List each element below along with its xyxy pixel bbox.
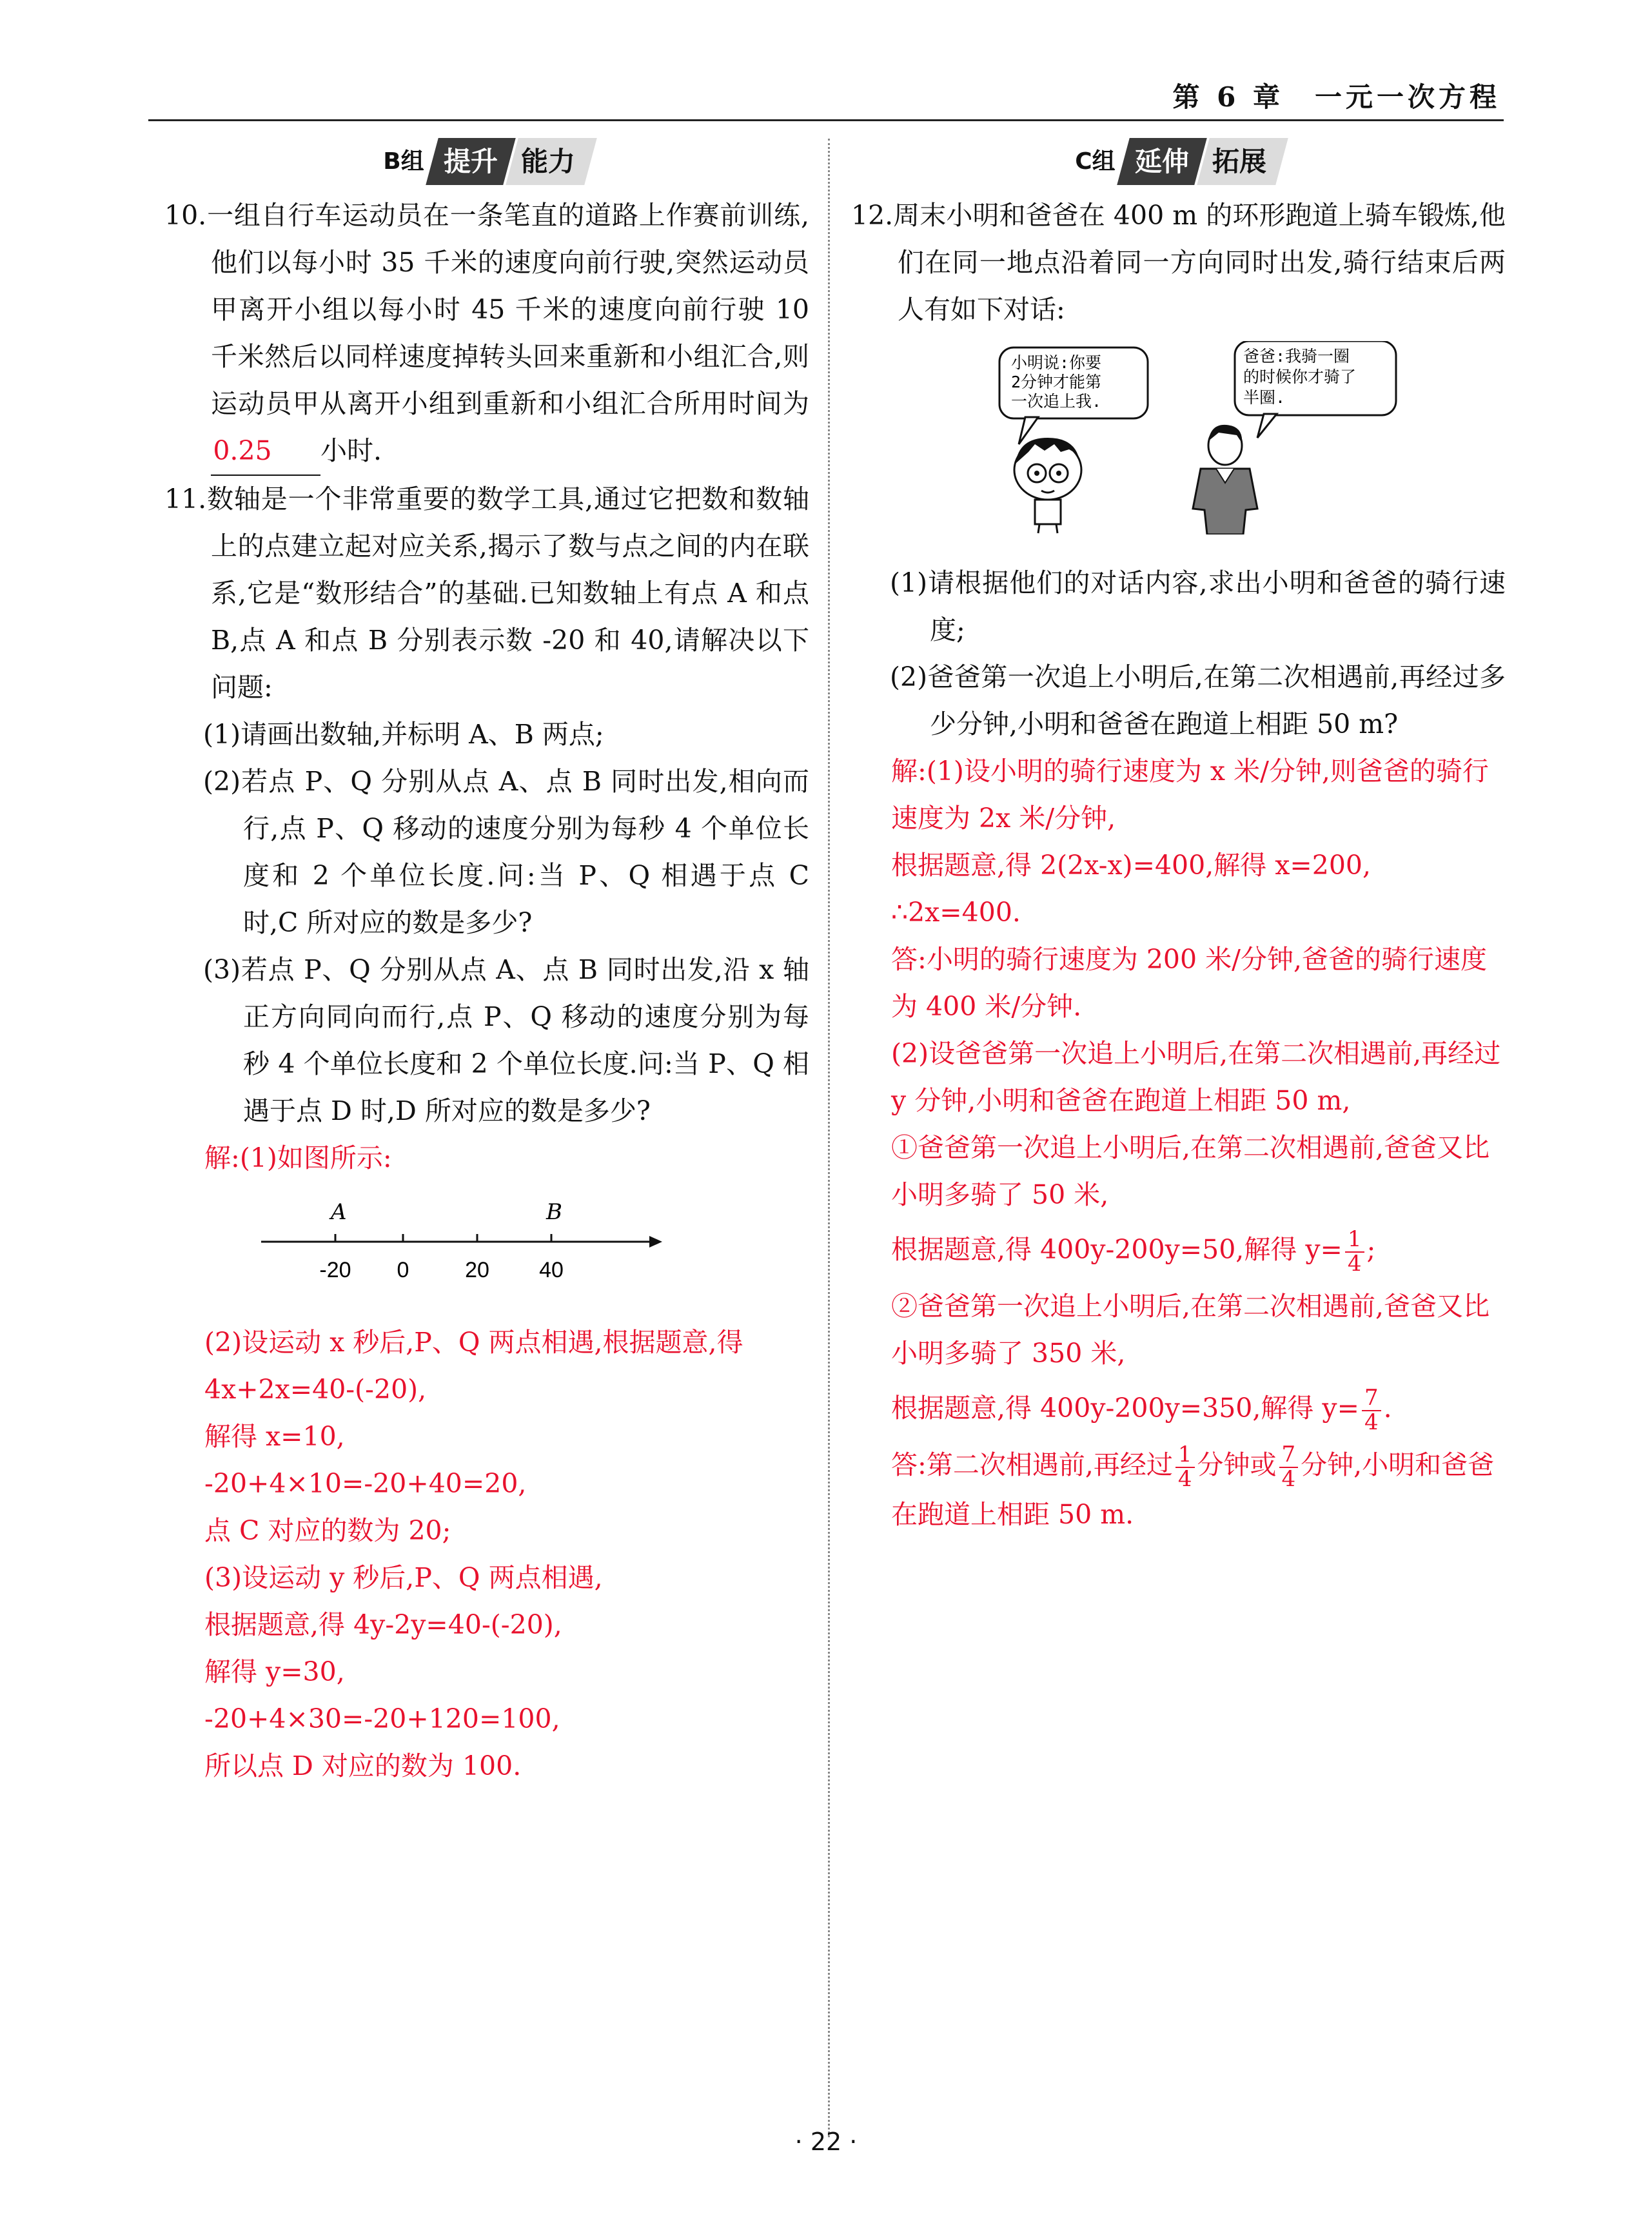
cartoon-svg [993, 341, 1406, 534]
tick-label: -20 [319, 1258, 351, 1282]
bubble2-line: 半圈. [1243, 388, 1286, 407]
question-11: 11.数轴是一个非常重要的数学工具,通过它把数和数轴上的点建立起对应关系,揭示了数与点之间的内在联系,它是“数形结合”的基础.已知数轴上有点 A 和点 B,点 A 和点 B 分别表示数 -20 和 40,请解决以下问题: [164, 484, 809, 703]
solution-12-a4: 答:小明的骑行速度为 200 米/分钟,爸爸的骑行速度为 400 米/分钟. [891, 944, 1487, 1022]
solution-11-step-2a: (2)设运动 x 秒后,P、Q 两点相遇,根据题意,得 4x+2x=40-(-20), [204, 1327, 743, 1405]
solution-11-step-3e: 所以点 D 对应的数为 100. [204, 1750, 522, 1781]
bubble2-line: 的时候你才骑了 [1243, 367, 1357, 386]
equation-text: 根据题意,得 400y-200y=50,解得 y= [891, 1234, 1342, 1265]
fraction: $\frac{1}{4}$ [1175, 1444, 1195, 1491]
conclusion-text: 分钟或 [1197, 1449, 1277, 1481]
question-12-part-2: (2)爸爸第一次追上小明后,在第二次相遇前,再经过多少分钟,小明和爸爸在跑道上相距 50 m? [890, 661, 1506, 739]
conclusion-text: 分钟,小明和爸爸在跑道上相距 50 m. [891, 1449, 1495, 1530]
fraction: $\frac{7}{4}$ [1279, 1444, 1299, 1491]
banner-dark-label: 提升 [426, 138, 516, 185]
solution-11-step-3d: -20+4×30=-20+120=100, [204, 1703, 560, 1734]
axis-arrow-icon [649, 1236, 662, 1248]
solution-12-b3 [891, 1226, 1506, 1275]
question-10-suffix: 小时. [320, 435, 382, 466]
question-12-part-1: (1)请根据他们的对话内容,求出小明和爸爸的骑行速度; [890, 567, 1506, 645]
question-11-part-3: (3)若点 P、Q 分别从点 A、点 B 同时出发,沿 x 轴正方向同向而行,点 P、Q 移动的速度分别为每秒 4 个单位长度和 2 个单位长度.问:当 P、Q 相遇于点 D 时,D 所对应的数是多少? [203, 954, 809, 1126]
equation-end: ; [1366, 1234, 1376, 1265]
banner-light-label: 拓展 [1197, 138, 1288, 185]
fraction: $\frac{1}{4}$ [1345, 1228, 1364, 1275]
solution-11-step-2b: 解得 x=10, [204, 1421, 345, 1452]
solution-12-a3: ∴2x=400. [891, 897, 1021, 928]
bubble1-line: 小明说:你要 [1011, 353, 1102, 372]
page-number: · 22 · [794, 2128, 858, 2156]
banner-dark-label: 延伸 [1117, 138, 1207, 185]
solution-11-step-1: 解:(1)如图所示: [204, 1142, 392, 1173]
answer-blank: 0.25 [211, 427, 320, 476]
column-divider [828, 139, 830, 2137]
point-a-label: A [331, 1199, 347, 1225]
conclusion-text: 答:第二次相遇前,再经过 [891, 1449, 1173, 1481]
tick-label: 40 [539, 1258, 564, 1282]
number-line-diagram [255, 1193, 809, 1305]
solution-12-conclusion [891, 1442, 1506, 1538]
tick-label: 20 [465, 1258, 489, 1282]
equation-text: 根据题意,得 400y-200y=350,解得 y= [891, 1393, 1359, 1424]
dialogue-cartoon [993, 341, 1506, 549]
chapter-header: 第 6 章 一元一次方程 [1172, 81, 1500, 113]
banner-group-label: C组 [1075, 148, 1116, 175]
question-10 [164, 192, 809, 476]
solution-12-a2: 根据题意,得 2(2x-x)=400,解得 x=200, [891, 850, 1372, 881]
banner-group-label: B组 [383, 148, 424, 175]
point-b-label: B [546, 1199, 562, 1225]
question-12: 12.周末小明和爸爸在 400 m 的环形跑道上骑车锻炼,他们在同一地点沿着同一方向同时出发,骑行结束后两人有如下对话: [851, 200, 1506, 325]
header-rule [148, 119, 1504, 121]
solution-12-b5 [891, 1385, 1506, 1434]
right-column [851, 135, 1506, 1546]
bubble1-line: 一次追上我. [1011, 392, 1102, 411]
solution-11-step-2c: -20+4×10=-20+40=20, [204, 1468, 527, 1499]
solution-12-a1: 解:(1)设小明的骑行速度为 x 米/分钟,则爸爸的骑行速度为 2x 米/分钟, [891, 756, 1489, 834]
bubble-tail-icon [1257, 414, 1277, 438]
solution-11-step-3c: 解得 y=30, [204, 1656, 345, 1687]
banner-light-label: 能力 [506, 138, 597, 185]
solution-12-b1: (2)设爸爸第一次追上小明后,在第二次相遇前,再经过 y 分钟,小明和爸爸在跑道上相距 50 m, [891, 1038, 1501, 1116]
solution-11-step-3a: (3)设运动 y 秒后,P、Q 两点相遇, [204, 1562, 603, 1593]
solution-11-step-2d: 点 C 对应的数为 20; [204, 1515, 451, 1546]
left-column [164, 135, 809, 1790]
fraction: $\frac{7}{4}$ [1362, 1387, 1381, 1434]
equation-end: . [1383, 1393, 1392, 1424]
section-banner-b [164, 135, 809, 187]
solution-12-b4: ②爸爸第一次追上小明后,在第二次相遇前,爸爸又比小明多骑了 350 米, [891, 1291, 1490, 1369]
boy-figure-icon [1014, 438, 1081, 533]
bubble2-line: 爸爸:我骑一圈 [1243, 347, 1350, 366]
question-11-part-2: (2)若点 P、Q 分别从点 A、点 B 同时出发,相向而行,点 P、Q 移动的速度分别为每秒 4 个单位长度和 2 个单位长度.问:当 P、Q 相遇于点 C 时,C 所对应的数是多少? [203, 766, 809, 938]
number-line-svg [255, 1193, 667, 1290]
tick-label: 0 [397, 1258, 409, 1282]
solution-12-b2: ①爸爸第一次追上小明后,在第二次相遇前,爸爸又比小明多骑了 50 米, [891, 1132, 1490, 1210]
section-banner-c [851, 135, 1506, 187]
question-11-part-1: (1)请画出数轴,并标明 A、B 两点; [203, 719, 604, 750]
question-10-text: 10.一组自行车运动员在一条笔直的道路上作赛前训练,他们以每小时 35 千米的速度向前行驶,突然运动员甲离开小组以每小时 45 千米的速度向前行驶 10 千米然后以同样速度掉转头回来重新和小组汇合,则运动员甲从离开小组到重新和小组汇合所用时间为 [164, 200, 809, 419]
solution-11-step-3b: 根据题意,得 4y-2y=40-(-20), [204, 1609, 562, 1640]
dad-figure-icon [1193, 425, 1257, 534]
bubble1-line: 2分钟才能第 [1011, 373, 1102, 391]
